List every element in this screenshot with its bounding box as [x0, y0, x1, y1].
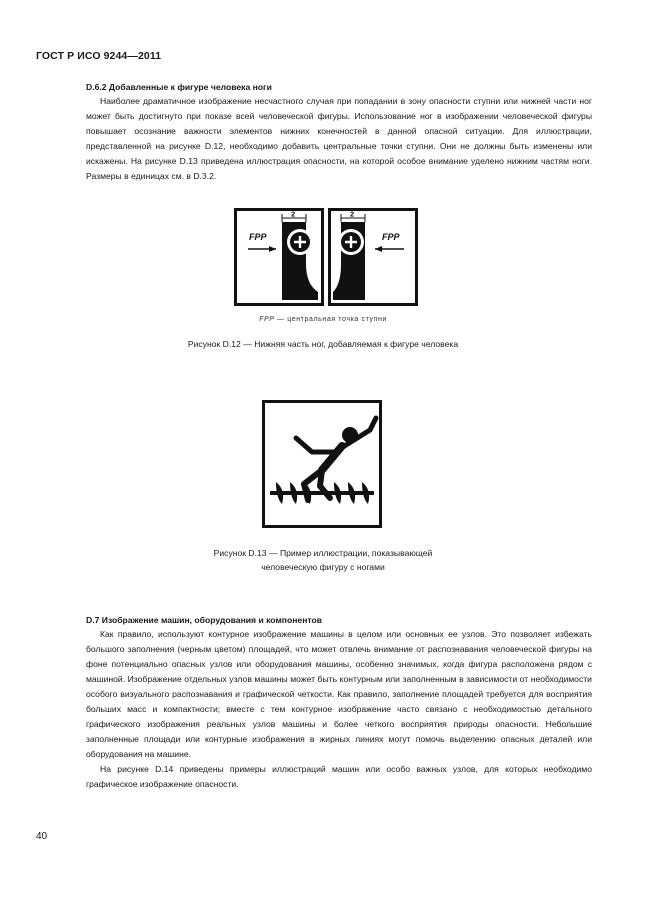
left-fpp-label: FPP: [249, 232, 267, 242]
figure-d12-legend: [0, 316, 646, 323]
left-dimension-label: 2: [291, 209, 296, 219]
figure-d12-caption: Рисунок D.12 — Нижняя часть ног, добавляемая к фигуре человека: [187, 339, 459, 349]
section-d62-text: Наиболее драматичное изображение несчастного случая при попадании в зону опасности ступни или нижней части ног может быть достигнуто при показе всей человеческой фигуры. Использование ног в изображении человеческой фигуры повышает осознание важности элементов нижних конечностей в данной опасной ситуации. Для иллюстрации, представленной на рисунке D.12, необходимо добавить центральные точки ступни. Они не должны быть изменены или искажены. На рисунке D.13 приведена иллюстрация опасности, на которой особое внимание уделено нижним частям ноги. Размеры в единицах см. в D.3.2.: [86, 96, 592, 181]
section-d7-paragraph1: Как правило, используют контурное изображение машины в целом или основных ее узлов. Это позволяет избежать большого заполнения (черным цветом) площадей, что может отвлечь внимание от распознавания человеческой фигуры на фоне потенциально опасных узлов или оборудования машины, особенно значимых, когда фигура расположена рядом с машиной. Изображение отдельных узлов машины может быть контурным или заполненным в зависимости от необходимости особого визуального распознавания и графической четкости. Как правило, заполнение площадей требуется для восприятия больших масс и компактности; вместе с тем контурное изображение часто связано с необходимостью детального графического изображения реальных узлов машины и более четкого восприятия природы опасности. Небольшие заполненные площади или контурные изображения в жирных линиях могут помочь выделению опасных деталей или оборудования на машине.: [86, 629, 592, 759]
section-d7-body: [86, 627, 592, 792]
figure-d13-caption-line2: человеческую фигуру с ногами: [261, 562, 385, 572]
section-d7-paragraph2: На рисунке D.14 приведены примеры иллюстраций машин или особо важных узлов, для которых необходимо графическое изображение опасности.: [86, 764, 592, 789]
figure-d13-caption-line1: Рисунок D.13 — Пример иллюстрации, показывающей: [213, 548, 433, 558]
section-d62-paragraph: [86, 94, 592, 184]
figure-d12: [234, 208, 418, 308]
section-d62-heading: D.6.2 Добавленные к фигуре человека ноги: [86, 82, 272, 92]
legend-symbol: FPP: [259, 316, 275, 323]
page-number: 40: [36, 831, 48, 842]
right-dimension-label: 2: [350, 209, 355, 219]
figure-d12-graphic: [234, 208, 418, 308]
figure-d13: [262, 400, 382, 528]
right-fpp-label: FPP: [382, 232, 400, 242]
section-d7-heading: D.7 Изображение машин, оборудования и компонентов: [86, 615, 323, 625]
figure-d13-graphic: [262, 400, 382, 528]
document-header: ГОСТ Р ИСО 9244—2011: [36, 50, 162, 62]
auger-shaft: [270, 491, 374, 495]
legend-text: — центральная точка ступни: [277, 316, 387, 323]
